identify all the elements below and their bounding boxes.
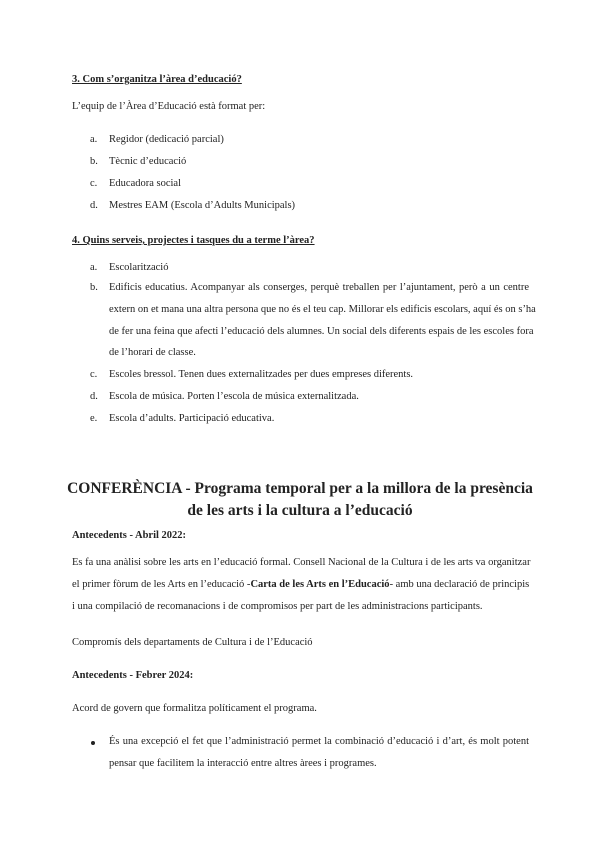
list-marker: c. bbox=[90, 178, 98, 189]
list-marker: a. bbox=[90, 262, 98, 273]
bullet-text: És una excepció el fet que l’administració permet la combinació d’educació i d’art, és molt potent bbox=[109, 736, 529, 747]
list-marker: b. bbox=[90, 156, 98, 167]
list-marker: d. bbox=[90, 391, 98, 402]
conference-title bbox=[60, 478, 540, 522]
list-item bbox=[90, 369, 413, 380]
list-item-text: extern on et mana una altra persona que no és el teu cap. Millorar els edificis escolars, aquí és on s’ha bbox=[109, 304, 536, 315]
list-marker: b. bbox=[90, 282, 98, 293]
antecedents-heading: Antecedents - Abril 2022: bbox=[72, 530, 187, 541]
list-item bbox=[90, 413, 274, 424]
bullet-text: pensar que facilitem la interacció entre altres àrees i programes. bbox=[109, 758, 377, 769]
list-item bbox=[90, 200, 295, 211]
list-item-text: Escola de música. Porten l’escola de música externalitzada. bbox=[109, 391, 359, 402]
charter-title: Carta de les Arts en l’Educació bbox=[250, 579, 390, 590]
list-item-text: Regidor (dedicació parcial) bbox=[109, 134, 224, 145]
list-marker: e. bbox=[90, 413, 98, 424]
section-3-intro: L’equip de l’Àrea d’Educació està format per: bbox=[72, 101, 266, 112]
paragraph-line bbox=[72, 579, 528, 590]
list-item-text: Escoles bressol. Tenen dues externalitzades per dues empreses diferents. bbox=[109, 369, 414, 380]
list-item-text: Escola d’adults. Participació educativa. bbox=[109, 413, 275, 424]
list-marker: a. bbox=[90, 134, 98, 145]
list-item bbox=[90, 391, 359, 402]
paragraph-line: Es fa una anàlisi sobre les arts en l’educació formal. Consell Nacional de la Cultura i de les arts va organitzar bbox=[72, 557, 531, 568]
list-item bbox=[90, 262, 168, 273]
commitment-text: Compromís dels departaments de Cultura i de l’Educació bbox=[72, 637, 313, 648]
paragraph-text: el primer fòrum de les Arts en l’educació - bbox=[72, 579, 251, 590]
list-item-text: de fer una feina que afecti l’educació dels alumnes. Un social dels diferents espais de les escoles fora bbox=[109, 326, 534, 337]
list-item-text: Educadora social bbox=[109, 178, 182, 189]
list-item bbox=[90, 282, 109, 293]
section-4-heading: 4. Quins serveis, projectes i tasques du a terme l’àrea? bbox=[72, 235, 315, 246]
list-item bbox=[90, 156, 186, 167]
list-item bbox=[90, 178, 181, 189]
list-item-text: Edificis educatius. Acompanyar als conserges, perquè treballen per l’ajuntament, però a un centre bbox=[109, 282, 529, 293]
list-marker: c. bbox=[90, 369, 98, 380]
agreement-text: Acord de govern que formalitza políticament el programa. bbox=[72, 703, 317, 714]
list-item-text: de l’horari de classe. bbox=[109, 347, 196, 358]
antecedents-heading: Antecedents - Febrer 2024: bbox=[72, 670, 194, 681]
list-item-text: Tècnic d’educació bbox=[109, 156, 187, 167]
list-item-text: Mestres EAM (Escola d’Adults Municipals) bbox=[109, 200, 296, 211]
list-item bbox=[90, 134, 224, 145]
list-item-text: Escolarització bbox=[109, 262, 169, 273]
conference-title-line: CONFERÈNCIA - Programa temporal per a la millora de la presència bbox=[67, 480, 533, 497]
paragraph-line: i una compilació de recomanacions i de compromisos per part de les administracions participants. bbox=[72, 601, 483, 612]
section-3-heading: 3. Com s’organitza l’àrea d’educació? bbox=[72, 74, 242, 85]
paragraph-text: - amb una declaració de principis bbox=[389, 579, 530, 590]
list-marker: d. bbox=[90, 200, 98, 211]
bullet-icon bbox=[91, 741, 95, 745]
conference-title-line: de les arts i la cultura a l’educació bbox=[187, 502, 413, 519]
